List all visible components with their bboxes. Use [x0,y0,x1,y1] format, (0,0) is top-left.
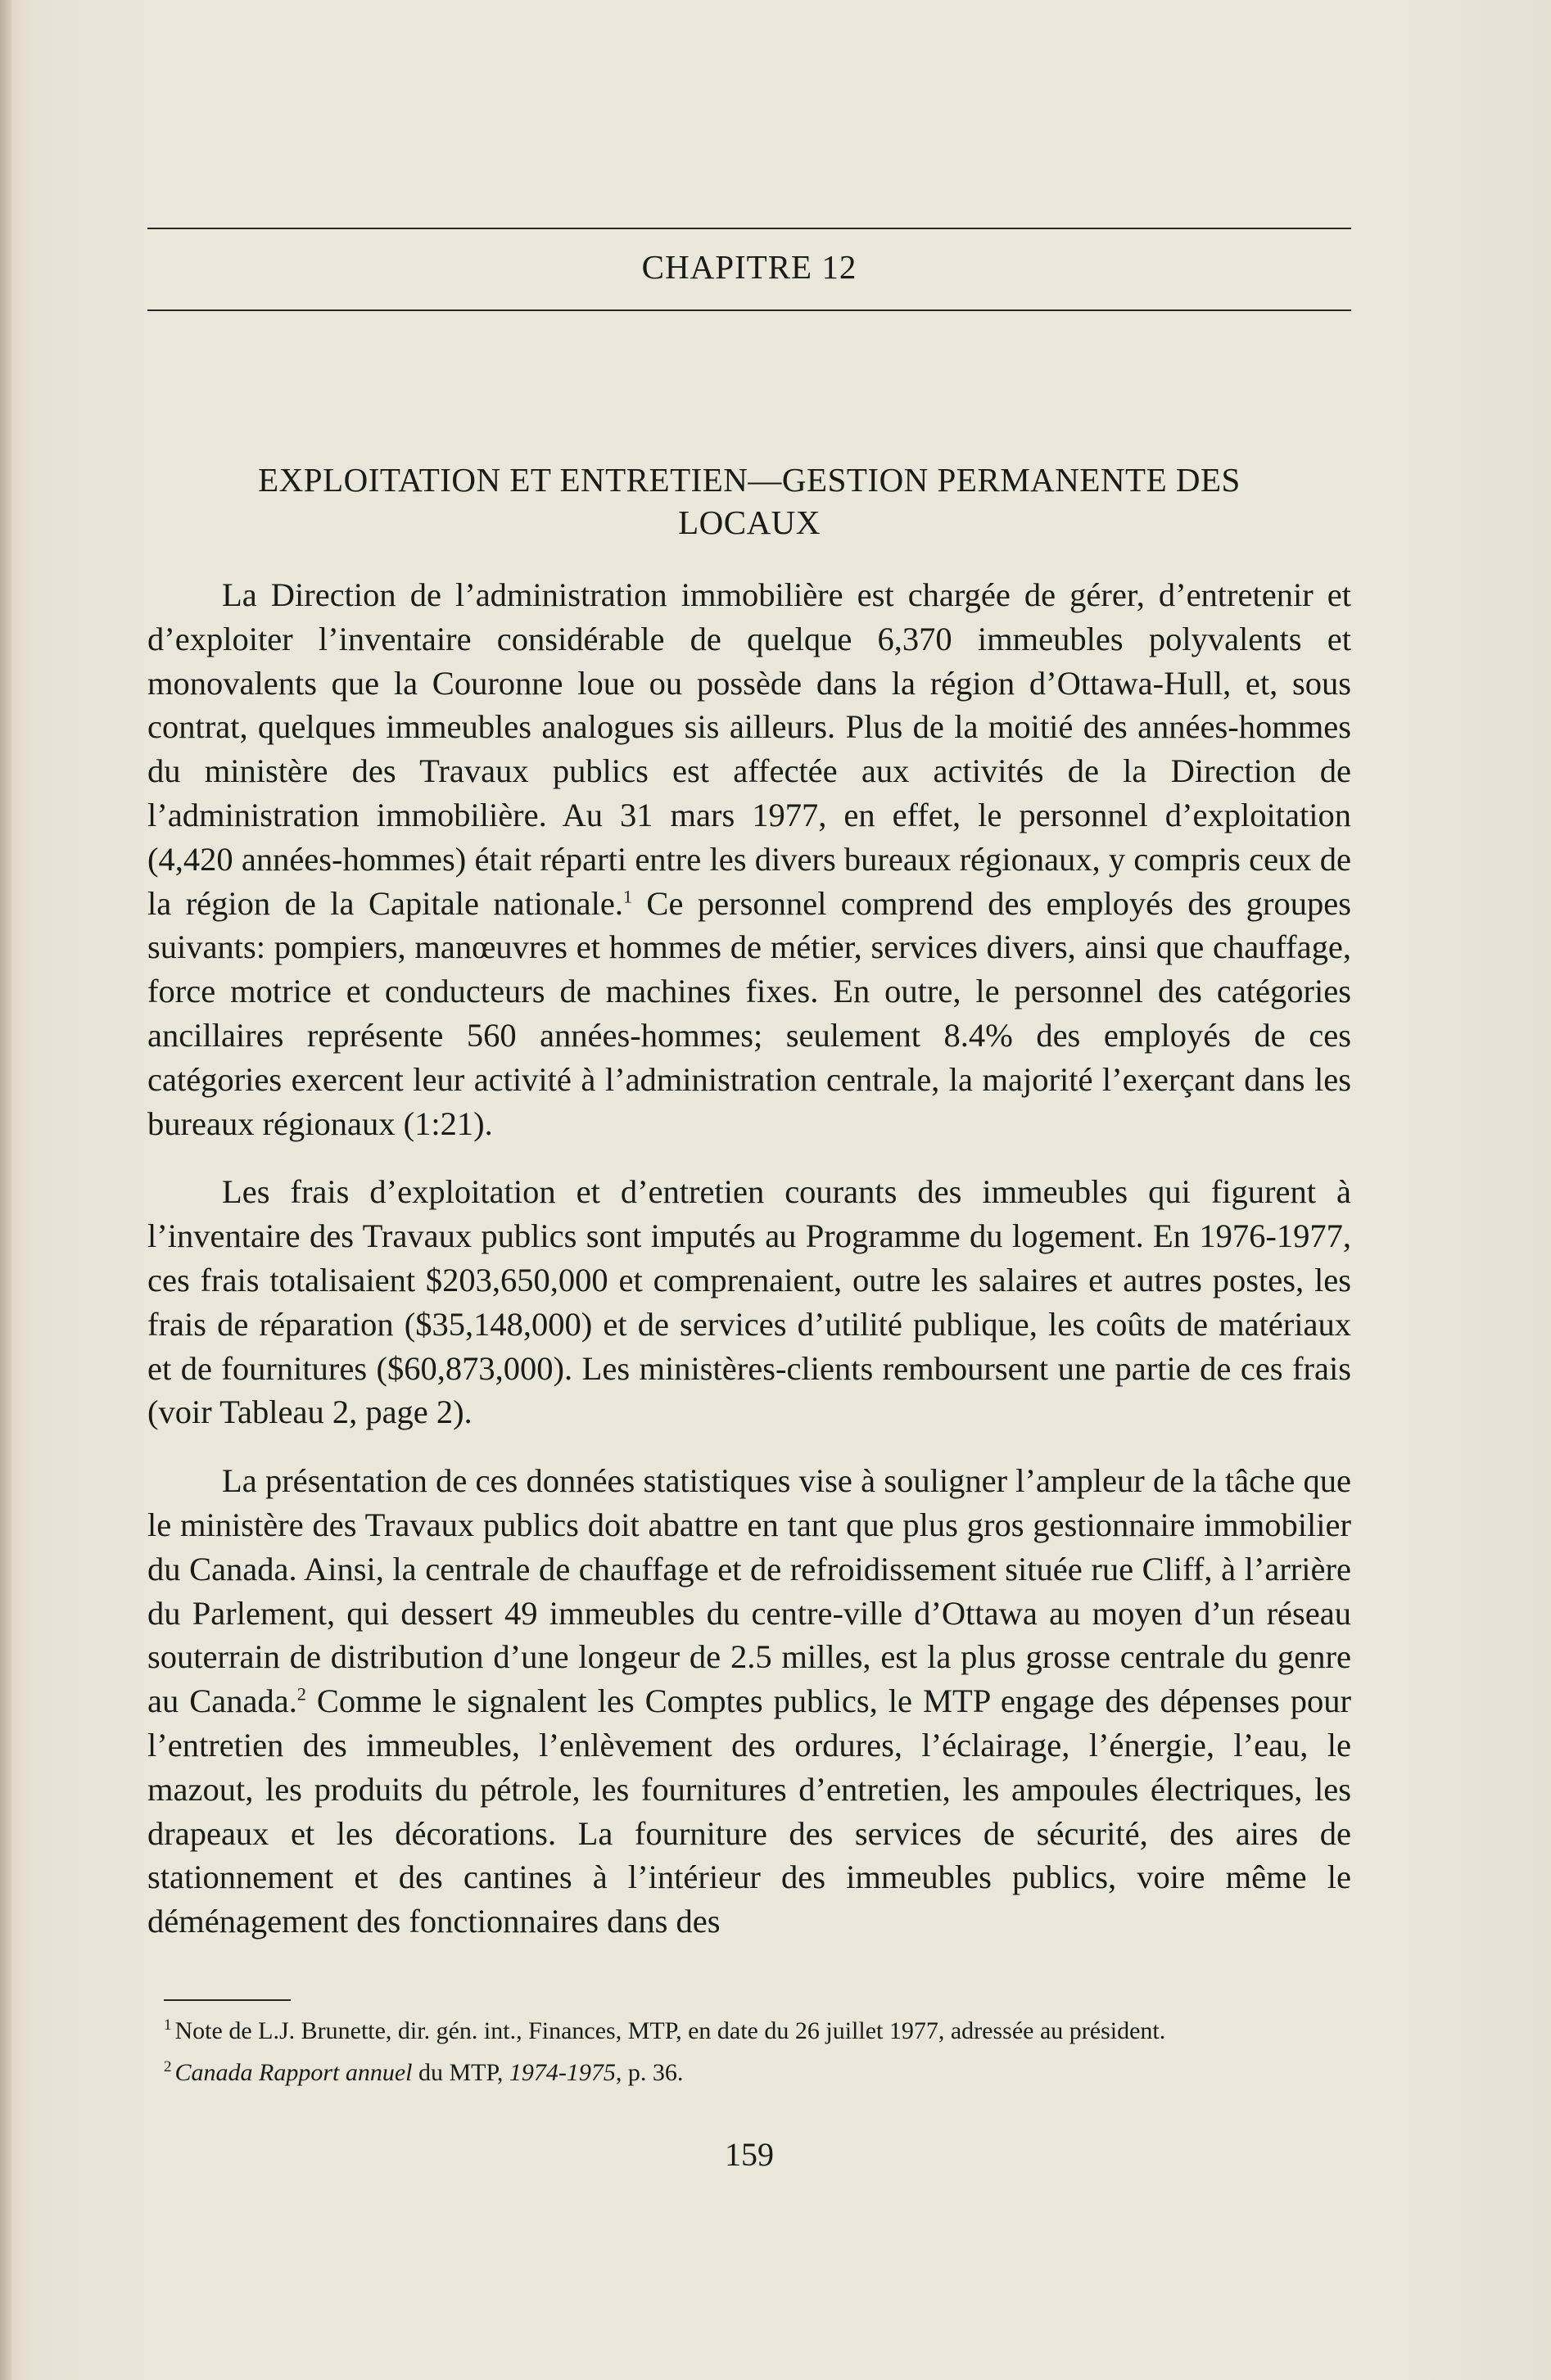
paragraph-1 [147,573,1351,1145]
footnote-ref-2: 2 [296,1683,306,1705]
page-number: 159 [725,2136,774,2173]
chapter-title-line-1: EXPLOITATION ET ENTRETIEN—GESTION PERMANENTE DES [258,461,1241,499]
body-text [147,573,1351,1968]
footnote-2-text-end: , p. 36. [615,2059,684,2086]
paragraph-1-text-a: La Direction de l’administration immobilière est chargée de gérer, d’entretenir et d’exploiter l’inventaire considérable de quelque 6,370 immeubles polyvalents et monovalents que la Couronne loue ou possède dans la région d’Ottawa-Hull, et, sous contrat, quelques immeubles analogues sis ailleurs. Plus de la moitié des années-hommes du ministère des Travaux publics est affectée aux activités de la Direction de l’administration immobilière. Au 31 mars 1977, en effet, le personnel d’exploitation (4,420 années-hommes) était réparti entre les divers bureaux régionaux, y compris ceux de la région de la Capitale nationale. [147,576,1351,922]
footnote-1 [164,2010,1351,2047]
footnote-ref-1: 1 [622,886,632,907]
paragraph-3 [147,1459,1351,1944]
chapter-rule-top [147,228,1351,229]
footnote-2 [164,2052,1351,2089]
footnotes [164,2010,1351,2093]
footnote-2-year: 1974-1975 [509,2059,616,2086]
paragraph-1-text-b: Ce personnel comprend des employés des groupes suivants: pompiers, manœuvres et hommes de métier, services divers, ainsi que chauffage, force motrice et conducteurs de machines fixes. En outre, le personnel des catégories ancillaires représente 560 années-hommes; seulement 8.4% des employés de ces catégories exercent leur activité à l’administration centrale, la majorité l’exerçant dans les bureaux régionaux (1:21). [147,884,1352,1142]
footnote-1-number: 1 [164,2016,172,2034]
footnote-separator [164,1999,291,2001]
paragraph-3-text-b: Comme le signalent les Comptes publics, le MTP engage des dépenses pour l’entretien des immeubles, l’enlèvement des ordures, l’éclairage, l’énergie, l’eau, le mazout, les produits du pétrole, les fournitures d’entretien, les ampoules électriques, les drapeaux et les décorations. La fourniture des services de sécurité, des aires de stationnement et des cantines à l’intérieur des immeubles publics, voire même le déménagement des fonctionnaires dans des [147,1682,1352,1940]
chapter-rule-bottom [147,309,1351,311]
chapter-title [147,458,1351,544]
chapter-heading: CHAPITRE 12 [641,248,857,286]
paragraph-3-text-a: La présentation de ces données statistiques vise à souligner l’ampleur de la tâche que le ministère des Travaux publics doit abattre en tant que plus gros gestionnaire immobilier du Canada. Ainsi, la centrale de chauffage et de refroidissement située rue Cliff, à l’arrière du Parlement, qui dessert 49 immeubles du centre-ville d’Ottawa au moyen d’un réseau souterrain de distribution d’une longeur de 2.5 milles, est la plus grosse centrale du genre au Canada. [147,1462,1351,1720]
paragraph-2: Les frais d’exploitation et d’entretien courants des immeubles qui figurent à l’inventaire des Travaux publics sont imputés au Programme du logement. En 1976-1977, ces frais totalisaient $203,650,000 et comprenaient, outre les salaires et autres postes, les frais de réparation ($35,148,000) et de services d’utilité publique, les coûts de matériaux et de fournitures ($60,873,000). Les ministères-clients remboursent une partie de ces frais (voir Tableau 2, page 2). [147,1173,1351,1431]
footnote-2-publication: Canada Rapport annuel [174,2059,413,2086]
footnote-1-text: Note de L.J. Brunette, dir. gén. int., Finances, MTP, en date du 26 juillet 1977, adressée au président. [174,2017,1166,2044]
page-binding-edge [0,0,11,2380]
footnote-2-text-mid: du MTP, [412,2059,509,2086]
footnote-2-number: 2 [164,2058,172,2075]
chapter-title-line-2: LOCAUX [678,504,821,541]
